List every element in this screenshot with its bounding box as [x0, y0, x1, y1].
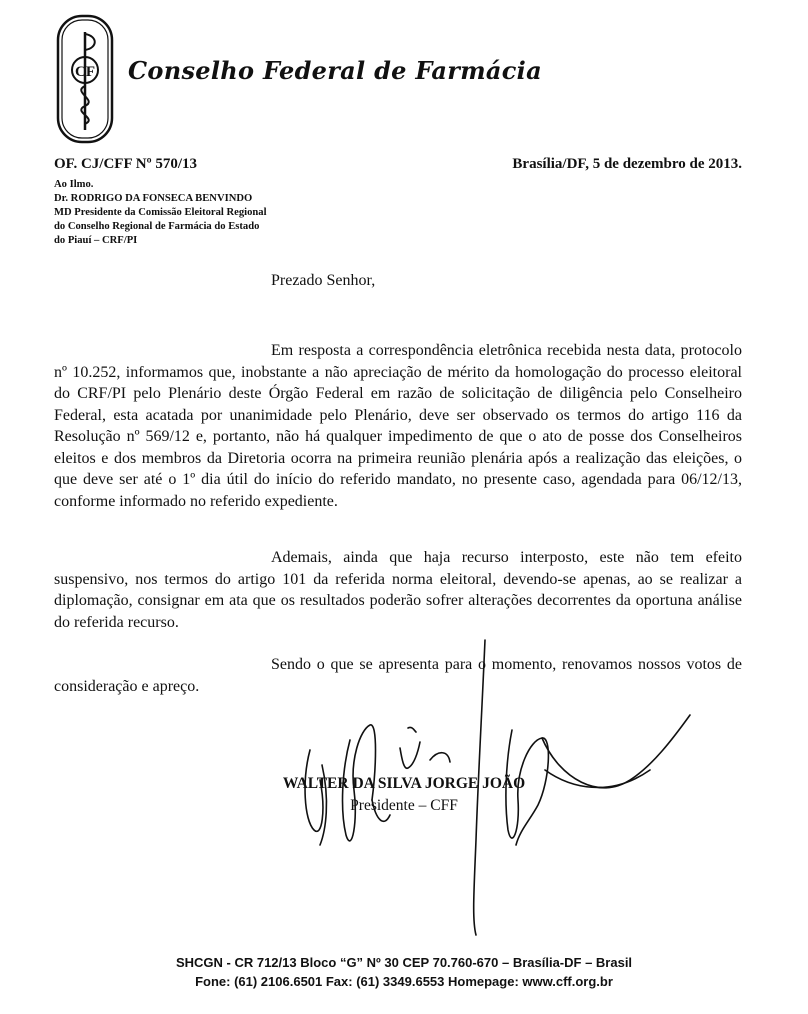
addressee-block	[54, 178, 267, 248]
addressee-line: do Piauí – CRF/PI	[54, 235, 138, 246]
cff-caduceus-logo-icon	[56, 14, 114, 144]
body-paragraph: Em resposta a correspondência eletrônica recebida nesta data, protocolo nº 10.252, informamos que, inobstante a não apreciação de mérito da homologação do processo eleitoral do CRF/PI pelo Plenário deste Órgão Federal em razão de solicitação de diligência pelo Conselheiro Federal, esta acatada por unanimidade pelo Plenário, deve ser observado os termos do artigo 116 da Resolução nº 569/12 e, portanto, não há qualquer impedimento de que o ato de posse dos Conselheiros eleitos e dos membros da Diretoria ocorra na primeira reunião plenária após a realização das eleições, o que deve ser até o 1º dia útil do início do referido mandato, no presente caso, agendada para 06/12/13, conforme informado no referido expediente.	[54, 342, 742, 510]
addressee-line: MD Presidente da Comissão Eleitoral Regional	[54, 207, 267, 218]
body-paragraph: Sendo o que se apresenta para o momento, renovamos nossos votos de consideração e apreço.	[54, 656, 742, 695]
signer-role: Presidente – CFF	[350, 797, 458, 814]
footer-contact: Fone: (61) 2106.6501 Fax: (61) 3349.6553 Homepage: www.cff.org.br	[195, 974, 613, 989]
addressee-line: do Conselho Regional de Farmácia do Estado	[54, 221, 260, 232]
document-reference: OF. CJ/CFF Nº 570/13	[54, 156, 198, 172]
organization-name: Conselho Federal de Farmácia	[128, 56, 542, 85]
footer-address: SHCGN - CR 712/13 Bloco “G” Nº 30 CEP 70.760-670 – Brasília-DF – Brasil	[175, 955, 633, 970]
addressee-line: Dr. RODRIGO DA FONSECA BENVINDO	[54, 193, 253, 204]
salutation: Prezado Senhor,	[271, 272, 376, 289]
place-and-date: Brasília/DF, 5 de dezembro de 2013.	[512, 156, 742, 172]
body-paragraph: Ademais, ainda que haja recurso interposto, este não tem efeito suspensivo, nos termos do artigo 101 da referida norma eleitoral, devendo-se apenas, ao se realizar a diplomação, consignar em ata que os resultados poderão sofrer alterações decorrentes da oportuna análise do referida recurso.	[54, 549, 742, 631]
addressee-line: Ao Ilmo.	[54, 179, 94, 190]
svg-text:CF: CF	[75, 64, 95, 80]
footer-address-block	[0, 953, 808, 991]
signer-name: WALTER DA SILVA JORGE JOÃO	[282, 775, 526, 792]
